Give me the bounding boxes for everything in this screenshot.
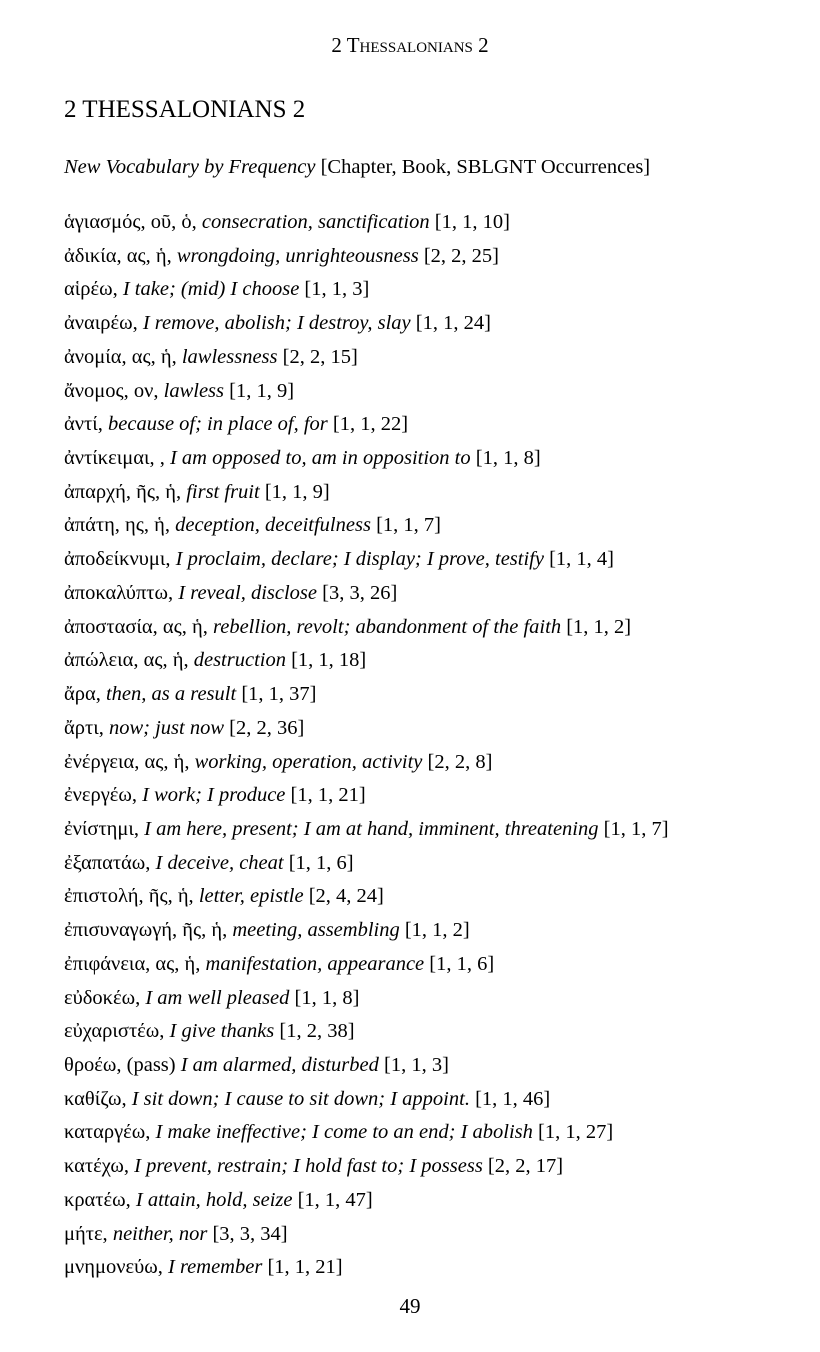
page-number: 49: [399, 1294, 421, 1318]
occurrence-counts: [1, 1, 27]: [538, 1121, 614, 1144]
greek-lemma: ἀπαρχή, ῆς, ἡ,: [64, 480, 182, 503]
greek-lemma: ἄνομος, ον,: [64, 379, 159, 402]
vocab-entry: [64, 612, 804, 646]
vocab-entry: [64, 949, 804, 983]
greek-lemma: ἐνεργέω,: [64, 784, 138, 807]
english-gloss: I give thanks: [169, 1020, 275, 1043]
greek-lemma: ἀδικία, ας, ἡ,: [64, 244, 172, 267]
occurrence-counts: [1, 1, 3]: [384, 1053, 449, 1076]
vocab-entry: [64, 915, 804, 949]
subtitle-legend: [Chapter, Book, SBLGNT Occurrences]: [315, 156, 651, 178]
vocab-entry: [64, 578, 804, 612]
english-gloss: I remember: [168, 1256, 263, 1279]
vocab-entry: [64, 241, 804, 275]
occurrence-counts: [2, 2, 36]: [229, 716, 305, 739]
greek-lemma: ἀπώλεια, ας, ἡ,: [64, 649, 189, 672]
vocab-entry: [64, 1050, 804, 1084]
greek-lemma: ἀπάτη, ης, ἡ,: [64, 514, 170, 537]
vocab-entry: [64, 1016, 804, 1050]
english-gloss: I am opposed to, am in opposition to: [169, 447, 471, 470]
occurrence-counts: [1, 1, 7]: [603, 817, 669, 840]
english-gloss: neither, nor: [112, 1222, 208, 1245]
vocab-entry: [64, 780, 804, 814]
vocab-entry: [64, 713, 804, 747]
vocabulary-subtitle: [64, 153, 650, 181]
vocab-entry: [64, 376, 804, 410]
greek-lemma: μήτε,: [64, 1222, 108, 1245]
vocab-entry: [64, 477, 804, 511]
english-gloss: consecration, sanctification: [201, 211, 430, 233]
vocab-entry: [64, 679, 804, 713]
vocab-entry: [64, 1185, 804, 1219]
vocab-entry: [64, 1252, 804, 1286]
greek-lemma: κατέχω,: [64, 1155, 130, 1178]
english-gloss: I proclaim, declare; I display; I prove, testify: [175, 548, 544, 571]
occurrence-counts: [1, 1, 7]: [376, 514, 441, 537]
vocab-entry: [64, 443, 804, 477]
greek-lemma: ἀνομία, ας, ἡ,: [64, 345, 177, 368]
english-gloss: lawlessness: [181, 345, 278, 368]
vocab-entry: [64, 274, 804, 308]
occurrence-counts: [1, 1, 10]: [434, 211, 510, 233]
occurrence-counts: [1, 1, 2]: [404, 919, 470, 942]
subtitle-heading: New Vocabulary by Frequency: [64, 156, 316, 178]
greek-lemma: ἄρα,: [64, 683, 101, 706]
english-gloss: meeting, assembling: [232, 919, 400, 942]
vocab-entry: [64, 510, 804, 544]
english-gloss: first fruit: [186, 480, 260, 503]
occurrence-counts: [1, 1, 6]: [288, 851, 354, 874]
occurrence-counts: [2, 4, 24]: [308, 885, 384, 908]
occurrence-counts: [2, 2, 17]: [487, 1155, 564, 1178]
greek-lemma: ἀντί,: [64, 413, 103, 436]
english-gloss: because of; in place of, for: [108, 413, 328, 436]
greek-lemma: ἐπισυναγωγή, ῆς, ἡ,: [64, 919, 228, 942]
greek-lemma: ἐνίστημι,: [64, 817, 140, 840]
english-gloss: I reveal, disclose: [178, 581, 318, 604]
occurrence-counts: [1, 1, 6]: [429, 952, 495, 975]
vocab-entry: [64, 881, 804, 915]
vocab-entry: [64, 747, 804, 781]
occurrence-counts: [1, 1, 9]: [229, 379, 295, 402]
occurrence-counts: [2, 2, 25]: [423, 244, 499, 267]
greek-lemma: αἱρέω,: [64, 278, 118, 301]
vocab-entry: [64, 207, 804, 241]
english-gloss: I am well pleased: [145, 986, 290, 1009]
occurrence-counts: [1, 1, 21]: [290, 784, 366, 807]
english-gloss: I am alarmed, disturbed: [180, 1053, 379, 1076]
greek-lemma: κρατέω,: [64, 1188, 131, 1211]
greek-lemma: ἀποκαλύπτω,: [64, 581, 174, 604]
greek-lemma: ἀντίκειμαι, ,: [64, 447, 165, 470]
english-gloss: lawless: [163, 379, 225, 402]
greek-lemma: ἐνέργεια, ας, ἡ,: [64, 750, 190, 773]
vocab-entry: [64, 1084, 804, 1118]
occurrence-counts: [3, 3, 26]: [322, 581, 398, 604]
english-gloss: I prevent, restrain; I hold fast to; I possess: [134, 1155, 483, 1178]
english-gloss: I make ineffective; I come to an end; I abolish: [155, 1121, 533, 1144]
occurrence-counts: [1, 1, 3]: [304, 278, 370, 301]
vocab-entry: [64, 544, 804, 578]
vocab-entry: [64, 308, 804, 342]
occurrence-counts: [1, 1, 46]: [475, 1087, 551, 1110]
greek-lemma: ἐξαπατάω,: [64, 851, 151, 874]
english-gloss: I work; I produce: [142, 784, 286, 807]
occurrence-counts: [1, 1, 8]: [475, 447, 541, 470]
occurrence-counts: [1, 1, 4]: [549, 548, 614, 571]
occurrence-counts: [1, 1, 2]: [566, 615, 632, 638]
greek-lemma: θροέω, (pass): [64, 1053, 176, 1076]
occurrence-counts: [1, 1, 9]: [264, 480, 330, 503]
occurrence-counts: [2, 2, 15]: [282, 345, 358, 368]
vocab-entry: [64, 342, 804, 376]
english-gloss: I sit down; I cause to sit down; I appoint.: [131, 1087, 470, 1110]
english-gloss: deception, deceitfulness: [175, 514, 371, 537]
occurrence-counts: [2, 2, 8]: [427, 750, 493, 773]
occurrence-counts: [1, 1, 22]: [332, 413, 409, 436]
english-gloss: working, operation, activity: [194, 750, 423, 773]
vocab-entry: [64, 814, 804, 848]
greek-lemma: ἐπιστολή, ῆς, ἡ,: [64, 885, 194, 908]
greek-lemma: καταργέω,: [64, 1121, 151, 1144]
english-gloss: destruction: [193, 649, 286, 672]
english-gloss: I take; (mid) I choose: [122, 278, 300, 301]
occurrence-counts: [1, 1, 24]: [415, 312, 491, 335]
vocab-entry: [64, 1117, 804, 1151]
greek-lemma: καθίζω,: [64, 1087, 127, 1110]
english-gloss: I deceive, cheat: [155, 851, 284, 874]
vocabulary-list: [64, 207, 804, 1286]
english-gloss: manifestation, appearance: [205, 952, 425, 975]
vocab-entry: [64, 645, 804, 679]
greek-lemma: ἐπιφάνεια, ας, ἡ,: [64, 952, 201, 975]
occurrence-counts: [1, 1, 37]: [241, 683, 317, 706]
vocab-entry: [64, 1151, 804, 1185]
english-gloss: I remove, abolish; I destroy, slay: [142, 312, 411, 335]
occurrence-counts: [3, 3, 34]: [212, 1222, 288, 1245]
greek-lemma: ἁγιασμός, οῦ, ὁ,: [64, 211, 197, 233]
english-gloss: then, as a result: [105, 683, 237, 706]
english-gloss: rebellion, revolt; abandonment of the faith: [213, 615, 562, 638]
english-gloss: I am here, present; I am at hand, imminent, threatening: [144, 817, 599, 840]
greek-lemma: ἄρτι,: [64, 716, 104, 739]
greek-lemma: ἀναιρέω,: [64, 312, 138, 335]
running-head: 2 Thessalonians 2: [331, 33, 489, 57]
greek-lemma: ἀποδείκνυμι,: [64, 548, 171, 571]
english-gloss: wrongdoing, unrighteousness: [176, 244, 419, 267]
english-gloss: letter, epistle: [198, 885, 304, 908]
english-gloss: I attain, hold, seize: [135, 1188, 293, 1211]
vocab-entry: [64, 409, 804, 443]
occurrence-counts: [1, 1, 8]: [294, 986, 360, 1009]
greek-lemma: εὐδοκέω,: [64, 986, 141, 1009]
greek-lemma: εὐχαριστέω,: [64, 1020, 165, 1043]
vocab-entry: [64, 848, 804, 882]
occurrence-counts: [1, 1, 21]: [267, 1256, 343, 1279]
greek-lemma: μνημονεύω,: [64, 1256, 163, 1279]
vocab-entry: [64, 1219, 804, 1253]
chapter-title: 2 THESSALONIANS 2: [64, 96, 306, 123]
occurrence-counts: [1, 1, 18]: [291, 649, 367, 672]
greek-lemma: ἀποστασία, ας, ἡ,: [64, 615, 208, 638]
english-gloss: now; just now: [108, 716, 225, 739]
occurrence-counts: [1, 1, 47]: [297, 1188, 373, 1211]
vocab-entry: [64, 983, 804, 1017]
occurrence-counts: [1, 2, 38]: [279, 1020, 355, 1043]
